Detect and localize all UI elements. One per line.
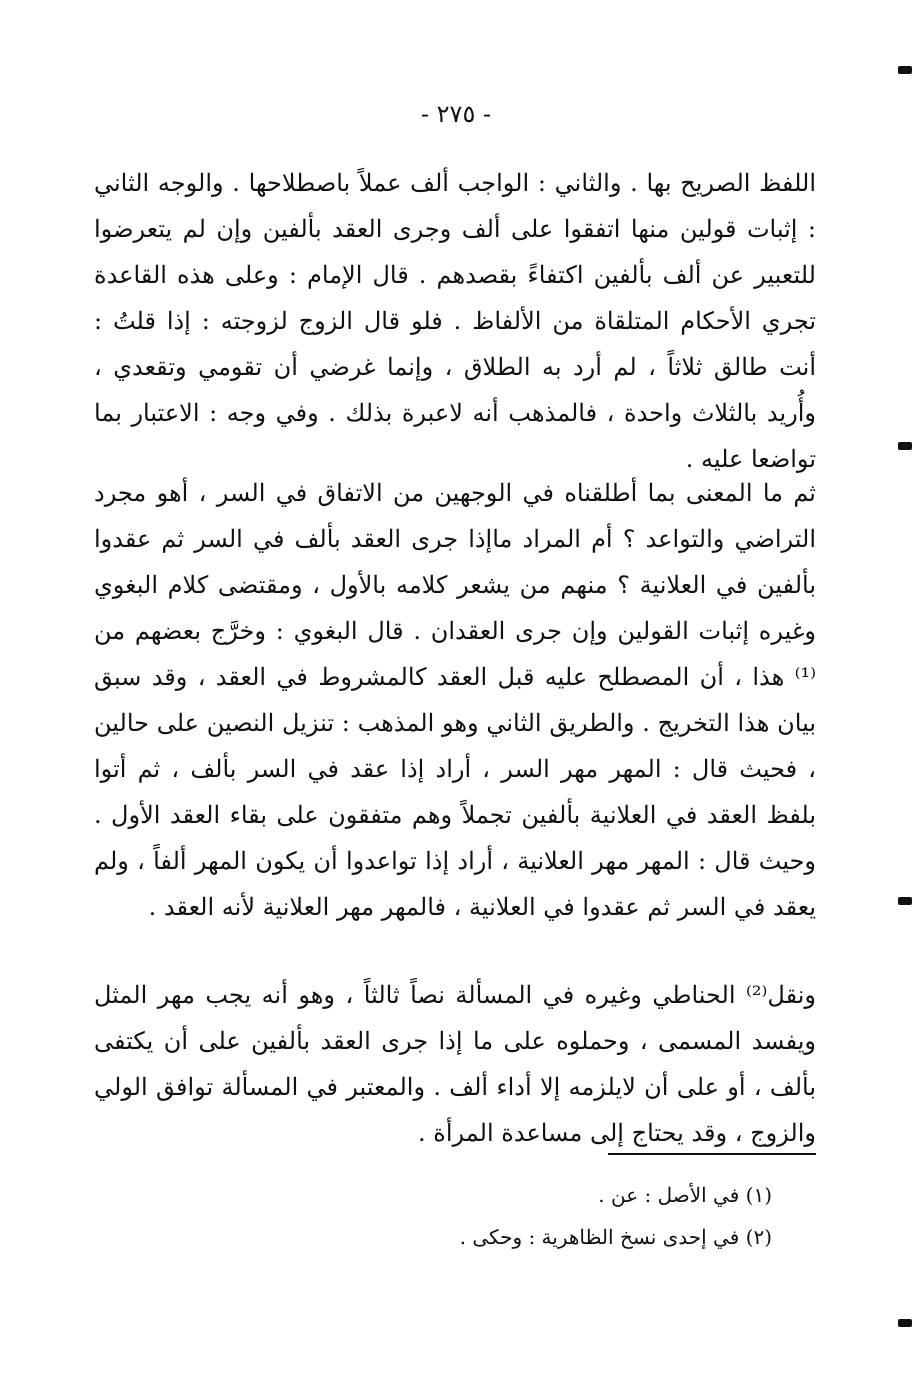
- footnote-2: (٢) في إحدى نسخ الظاهرية : وحكى .: [459, 1225, 772, 1249]
- scan-edge-mark: [898, 897, 912, 905]
- paragraph-1: اللفظ الصريح بها . والثاني : الواجب ألف عملاً باصطلاحها . والوجه الثاني : إثبات قولين منها اتفقوا على ألف وجرى العقد بألفين وإن لم يتعرضوا للتعبير عن ألف بألفين اكتفاءً بقصدهم . قال الإمام : وعلى هذه القاعدة تجري الأحكام المتلقاة من الألفاظ . فلو قال الزوج لزوجته : إذا قلتُ : أنت طالق ثلاثاً ، لم أرد به الطلاق ، وإنما غرضي أن تقومي وتقعدي ، وأُريد بالثلاث واحدة ، فالمذهب أنه لاعبرة بذلك . وفي وجه : الاعتبار بما تواضعا عليه .: [94, 169, 816, 473]
- scan-edge-mark: [898, 66, 912, 74]
- scan-edge-mark: [898, 1319, 912, 1327]
- page-number: - ٢٧٥ -: [420, 100, 492, 128]
- paragraph-2: ثم ما المعنى بما أطلقناه في الوجهين من الاتفاق في السر ، أهو مجرد التراضي والتواعد ؟ أم المراد ماإذا جرى العقد بألف في السر ثم عقدوا بألفين في العلانية ؟ منهم من يشعر كلامه بالأول ، ومقتضى كلام البغوي وغيره إثبات القولين وإن جرى العقدان . قال البغوي : وخرَّج بعضهم من ⁽¹⁾ هذا ، أن المصطلح عليه قبل العقد كالمشروط في العقد ، وقد سبق بيان هذا التخريج . والطريق الثاني وهو المذهب : تنزيل النصين على حالين ، فحيث قال : المهر مهر السر ، أراد إذا عقد في السر بألف ، ثم أتوا بلفظ العقد في العلانية بألفين تجملاً وهم متفقون على بقاء العقد الأول . وحيث قال : المهر مهر العلانية ، أراد إذا تواعدوا أن يكون المهر ألفاً ، ولم يعقد في السر ثم عقدوا في العلانية ، فالمهر مهر العلانية لأنه العقد .: [94, 479, 816, 921]
- paragraph-3: ونقل⁽²⁾ الحناطي وغيره في المسألة نصاً ثالثاً ، وهو أنه يجب مهر المثل ويفسد المسمى ، وحملوه على ما إذا جرى العقد بألفين على أن يكتفى بألف ، أو على أن لايلزمه إلا أداء ألف . والمعتبر في المسألة توافق الولي والزوج ، وقد يحتاج إلى مساعدة المرأة .: [94, 981, 817, 1147]
- footnote-separator: [608, 1153, 816, 1155]
- footnote-1: (١) في الأصل : عن .: [598, 1183, 772, 1207]
- scan-edge-mark: [898, 442, 912, 450]
